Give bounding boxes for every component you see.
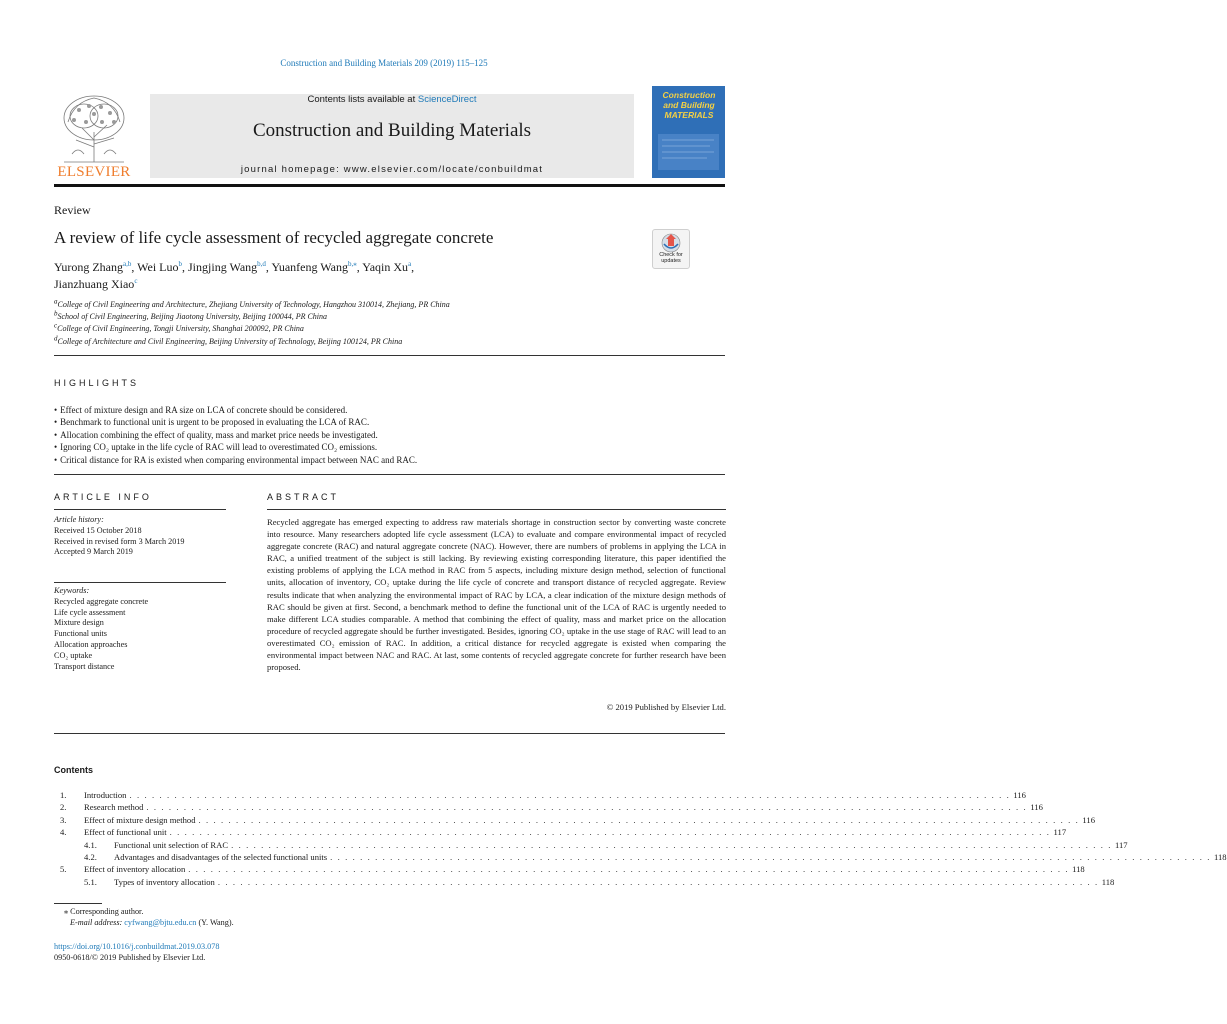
article-info-rule	[54, 509, 226, 510]
abstract-body: Recycled aggregate has emerged expecting to address raw materials shortage in construction sector by converting waste concrete into resource. Many researchers adopted life cycle assessment (LCA) to evaluate and compare environmental impact of recycled aggregate concrete (RAC) and natural aggregate concrete (NAC). However, there are numbers of problems in applying the LCA in RAC, a unified treatment of the subject is still lacking. By reviewing existing corresponding literature, this paper identified the existing problems of applying the LCA method in RAC from 5 aspects, including mixture design method, selection of functional units, allocation of inventory, CO₂ uptake during the life cycle of concrete and transport distance of recycled aggregate. Review results indicate that when analyzing the environmental impact of RAC by LCA, a clear indication of the mixture design methods of RAC should be given at first. Second, a benchmark method to define the functional unit of the LCA of RAC is urgently needed to make different LCA studies comparable. A method that combining the effect of quality, mass and market price on the allocation procedure of recycled aggregate should be further investigated. Besides, ignoring CO₂ uptake in the use stage of RAC will lead to an overestimated CO₂ emission of RAC. In addition, a critical distance for recycled aggregate is existed when comparing the environmental impact between NAC and RAC. At last, some contents of recycled aggregate concrete for further research have been proposed.	[267, 517, 726, 673]
journal-homepage[interactable]: journal homepage: www.elsevier.com/locate/conbuildmat	[240, 164, 544, 175]
author[interactable]	[137, 260, 188, 274]
abstract-copyright: © 2019 Published by Elsevier Ltd.	[606, 702, 726, 712]
affiliation-mark: a	[54, 297, 58, 306]
toc-entry[interactable]	[60, 789, 1026, 801]
highlights-divider	[54, 474, 725, 475]
author[interactable]	[362, 260, 414, 274]
email-link[interactable]: cyfwang@bjtu.edu.cn	[124, 918, 197, 928]
toc-page: 117	[1115, 839, 1128, 850]
toc-label[interactable]: Functional unit selection of RAC	[114, 839, 229, 850]
doi-block	[54, 941, 219, 964]
affiliation	[54, 299, 450, 311]
author-separator: ,	[131, 260, 138, 274]
keyword: Allocation approaches	[54, 639, 128, 649]
author-separator: ,	[265, 260, 272, 274]
toc-leader: . . . . . . . . . . . . . . . . . . . . . . . . . . . . . . . . . . . . . . . . . . . . . . . . . . . . . . . . . . . . . . . . . . . . . . . . . . . . . . . . . . . . . . . . . . . . . . . . . . . . . . . . . . . . . . . . . . . . . .	[231, 839, 1112, 850]
toc-number: 2.	[60, 802, 67, 813]
abstract-rule	[267, 509, 726, 510]
toc-leader: . . . . . . . . . . . . . . . . . . . . . . . . . . . . . . . . . . . . . . . . . . . . . . . . . . . . . . . . . . . . . . . . . . . . . . . . . . . . . . . . . . . . . . . . . . . . . . . . . . . . . . . . . . . . . . . . . . . . . .	[330, 851, 1211, 862]
history-entry: Received 15 October 2018	[54, 525, 142, 535]
highlight-item: • Critical distance for RA is existed when comparing environmental impact between NAC and RAC.	[54, 454, 734, 466]
contents-available-line	[150, 94, 634, 105]
email-suffix: (Y. Wang).	[196, 918, 234, 928]
affiliation	[54, 323, 450, 335]
author-name[interactable]: Yuanfeng Wang	[271, 260, 348, 274]
toc-leader: . . . . . . . . . . . . . . . . . . . . . . . . . . . . . . . . . . . . . . . . . . . . . . . . . . . . . . . . . . . . . . . . . . . . . . . . . . . . . . . . . . . . . . . . . . . . . . . . . . . . . . . . . . . . . . . . . . . . . .	[188, 864, 1070, 875]
check-for-updates-button[interactable]	[652, 229, 690, 269]
history-entry: Accepted 9 March 2019	[54, 547, 133, 557]
highlight-item: • Effect of mixture design and RA size on LCA of concrete should be considered.	[54, 404, 734, 416]
highlights-list	[54, 404, 734, 466]
toc-number: 5.	[60, 864, 67, 875]
toc-label[interactable]: Introduction	[84, 790, 127, 800]
keywords	[54, 586, 226, 672]
author-affiliation-mark[interactable]: b,d	[257, 260, 266, 268]
author[interactable]	[54, 277, 137, 291]
toc-number: 4.2.	[84, 851, 97, 862]
author-name[interactable]: Jianzhuang Xiao	[54, 277, 135, 291]
article-title: A review of life cycle assessment of recycled aggregate concrete	[54, 228, 494, 247]
journal-reference-link[interactable]: Construction and Building Materials 209 (2019) 115–125	[280, 58, 488, 68]
author-affiliation-mark[interactable]: b	[178, 260, 183, 268]
author-list	[54, 259, 614, 293]
toc-number: 4.1.	[84, 839, 97, 850]
toc-entry[interactable]	[60, 826, 1067, 838]
toc-leader: . . . . . . . . . . . . . . . . . . . . . . . . . . . . . . . . . . . . . . . . . . . . . . . . . . . . . . . . . . . . . . . . . . . . . . . . . . . . . . . . . . . . . . . . . . . . . . . . . . . . . . . . . . . . . . . . . . . . . .	[146, 802, 1028, 813]
elsevier-wordmark: ELSEVIER	[57, 164, 131, 180]
keyword: Life cycle assessment	[54, 607, 126, 617]
article-info-heading: ARTICLE INFO	[54, 492, 152, 502]
affiliation	[54, 333, 450, 348]
contents-prefix: Contents lists available at	[307, 94, 418, 105]
keywords-label: Keywords:	[54, 586, 90, 595]
toc-label[interactable]: Types of inventory allocation	[114, 876, 215, 887]
toc-label[interactable]: Effect of mixture design method	[84, 814, 196, 825]
keyword: Mixture design	[54, 618, 104, 628]
toc-page: 116	[1030, 802, 1043, 813]
toc-leader: . . . . . . . . . . . . . . . . . . . . . . . . . . . . . . . . . . . . . . . . . . . . . . . . . . . . . . . . . . . . . . . . . . . . . . . . . . . . . . . . . . . . . . . . . . . . . . . . . . . . . . . . . . . . . . . . . . . . . .	[129, 790, 1011, 800]
author-separator: ,	[182, 260, 189, 274]
affiliation-mark: c	[54, 321, 58, 330]
header-divider	[54, 184, 725, 187]
doi-link[interactable]: https://doi.org/10.1016/j.conbuildmat.2019.03.078	[54, 942, 220, 951]
toc-entry[interactable]	[60, 863, 1085, 875]
issn-copyright: 0950-0618/© 2019 Published by Elsevier Ltd.	[54, 953, 206, 963]
highlight-item: • Benchmark to functional unit is urgent to be proposed in evaluating the LCA of RAC.	[54, 416, 734, 428]
journal-title: Construction and Building Materials	[252, 120, 532, 141]
highlight-item: • Ignoring CO₂ uptake in the life cycle of RAC will lead to overestimated CO₂ emissions.	[54, 441, 734, 453]
toc-entry[interactable]	[60, 876, 1115, 888]
article-type: Review	[54, 203, 91, 217]
author-separator: ,	[411, 260, 415, 274]
affiliation-mark: d	[54, 333, 58, 342]
footnote-rule	[54, 903, 102, 904]
affiliation-text: School of Civil Engineering, Beijing Jiaotong University, Beijing 100044, PR China	[57, 312, 328, 322]
toc-leader: . . . . . . . . . . . . . . . . . . . . . . . . . . . . . . . . . . . . . . . . . . . . . . . . . . . . . . . . . . . . . . . . . . . . . . . . . . . . . . . . . . . . . . . . . . . . . . . . . . . . . . . . . . . . . . . . . . . . . .	[198, 814, 1080, 825]
affiliation-text: College of Civil Engineering, Tongji University, Shanghai 200092, PR China	[57, 324, 304, 334]
author-affiliation-mark[interactable]: b,⁎	[347, 260, 357, 268]
footnotes	[54, 906, 234, 929]
affiliation	[54, 311, 450, 323]
author[interactable]	[54, 260, 137, 274]
author-name[interactable]: Yaqin Xu	[362, 260, 409, 274]
author-affiliation-mark[interactable]: a,b	[123, 260, 132, 268]
affiliations-divider	[54, 355, 725, 356]
affiliation-text: College of Architecture and Civil Engineering, Beijing University of Technology, Beijing 100124, PR China	[57, 336, 403, 346]
toc-page: 118	[1214, 851, 1227, 862]
cover-title: Construction and Building MATERIALS	[662, 90, 716, 120]
abstract-heading: ABSTRACT	[267, 492, 340, 502]
highlight-item: • Allocation combining the effect of quality, mass and market price needs be investigated.	[54, 429, 734, 441]
author-name[interactable]: Jingjing Wang	[188, 260, 258, 274]
abstract-divider	[54, 733, 725, 734]
toc-leader: . . . . . . . . . . . . . . . . . . . . . . . . . . . . . . . . . . . . . . . . . . . . . . . . . . . . . . . . . . . . . . . . . . . . . . . . . . . . . . . . . . . . . . . . . . . . . . . . . . . . . . . . . . . . . . . . . . . . . .	[169, 827, 1051, 838]
keyword: Transport distance	[54, 661, 115, 671]
author-name[interactable]: Wei Luo	[137, 260, 179, 274]
sciencedirect-link[interactable]: ScienceDirect	[417, 94, 477, 105]
author-affiliation-mark[interactable]: a	[408, 260, 412, 268]
toc-entry[interactable]	[60, 851, 1227, 863]
toc-page: 117	[1053, 827, 1067, 838]
toc-page: 116	[1013, 790, 1026, 800]
toc-page: 118	[1101, 876, 1115, 887]
check-for-updates-label: Check for updates	[659, 252, 683, 264]
article-history-label: Article history:	[54, 515, 104, 524]
email-note	[54, 917, 234, 928]
author[interactable]	[188, 260, 271, 274]
toc-entry[interactable]	[60, 839, 1128, 851]
toc-entry[interactable]	[60, 814, 1095, 826]
author-name[interactable]: Yurong Zhang	[54, 260, 123, 274]
toc-entry[interactable]	[60, 801, 1043, 813]
author-separator: ,	[356, 260, 363, 274]
toc-page: 116	[1082, 814, 1095, 825]
toc-label[interactable]: Research method	[84, 802, 144, 813]
keyword: Recycled aggregate concrete	[54, 596, 149, 606]
keyword: CO₂ uptake	[54, 650, 93, 660]
affiliation-mark: b	[54, 309, 58, 318]
affiliations	[54, 299, 450, 348]
corresponding-author-note: ⁎ Corresponding author.	[64, 907, 144, 916]
toc-leader: . . . . . . . . . . . . . . . . . . . . . . . . . . . . . . . . . . . . . . . . . . . . . . . . . . . . . . . . . . . . . . . . . . . . . . . . . . . . . . . . . . . . . . . . . . . . . . . . . . . . . . . . . . . . . . . . . . . . . .	[217, 876, 1099, 887]
toc-label[interactable]: Effect of functional unit	[84, 827, 167, 838]
toc-number: 3.	[60, 814, 67, 825]
contents-heading: Contents	[54, 765, 93, 775]
article-history	[54, 515, 226, 558]
toc-number: 5.1.	[84, 876, 97, 887]
toc-label[interactable]: Effect of inventory allocation	[84, 864, 186, 875]
keyword: Functional units	[54, 629, 107, 639]
toc-number: 1.	[60, 790, 67, 800]
author-affiliation-mark[interactable]: c	[134, 277, 138, 285]
affiliation-text: College of Civil Engineering and Architecture, Zhejiang University of Technology, Hangzhou 310014, Zhejiang, PR China	[57, 300, 450, 309]
email-label: E-mail address:	[70, 918, 123, 928]
toc-page: 118	[1072, 864, 1085, 875]
highlights-heading: HIGHLIGHTS	[54, 378, 140, 388]
table-of-contents	[60, 789, 1227, 888]
toc-number: 4.	[60, 827, 67, 838]
keywords-rule	[54, 582, 226, 583]
history-entry: Received in revised form 3 March 2019	[54, 536, 185, 546]
author[interactable]	[271, 260, 362, 274]
toc-label[interactable]: Advantages and disadvantages of the selected functional units	[114, 851, 328, 862]
